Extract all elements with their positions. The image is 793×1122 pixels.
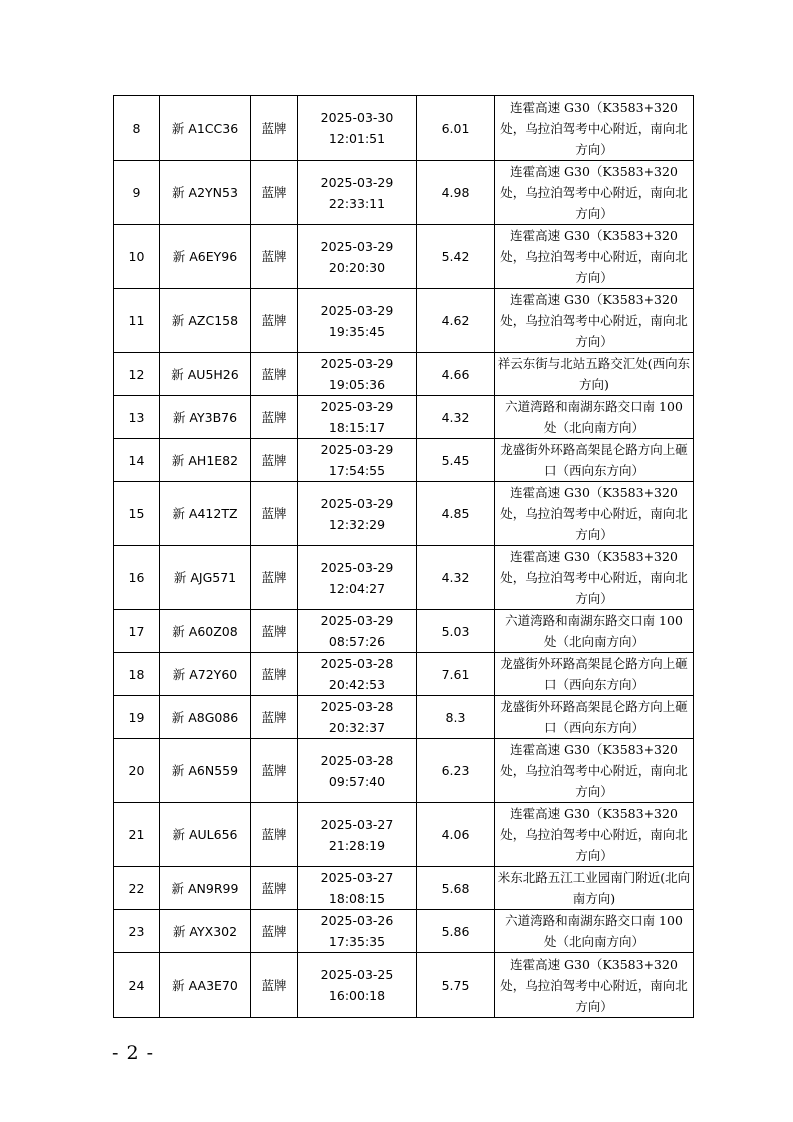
plate-color-cell: 蓝牌 [251,289,298,353]
plate-number-cell: 新 AZC158 [160,289,251,353]
date-text: 2025-03-29 [320,442,394,457]
time-text: 18:08:15 [328,891,386,906]
location-cell: 六道湾路和南湖东路交口南 100 处（北向南方向） [495,396,694,439]
datetime-cell [298,439,417,482]
speed-value-cell: 4.32 [417,546,495,610]
location-cell: 六道湾路和南湖东路交口南 100 处（北向南方向） [495,910,694,953]
plate-color-cell: 蓝牌 [251,867,298,910]
page-number: - 2 - [112,1042,155,1064]
table-row [114,867,694,910]
serial-number-cell: 16 [114,546,160,610]
table-row [114,96,694,161]
plate-color-cell: 蓝牌 [251,696,298,739]
time-text: 17:54:55 [328,463,386,478]
location-cell: 连霍高速 G30（K3583+320 处，乌拉泊驾考中心附近，南向北方向） [495,225,694,289]
speed-value-cell: 4.62 [417,289,495,353]
time-text: 19:35:45 [328,323,386,339]
serial-number-cell: 22 [114,867,160,910]
plate-number-cell: 新 A412TZ [160,482,251,546]
time-text: 09:57:40 [328,773,386,789]
serial-number-cell: 19 [114,696,160,739]
violation-record-table [113,95,694,1018]
time-text: 16:00:18 [328,988,386,1003]
speed-value-cell: 4.66 [417,353,495,396]
location-cell: 连霍高速 G30（K3583+320 处，乌拉泊驾考中心附近，南向北方向） [495,953,694,1018]
datetime-cell [298,546,417,610]
plate-color-cell: 蓝牌 [251,161,298,225]
datetime-cell [298,161,417,225]
table-row [114,482,694,546]
datetime-cell [298,482,417,546]
plate-number-cell: 新 AN9R99 [160,867,251,910]
date-text: 2025-03-29 [320,356,394,371]
date-text: 2025-03-25 [320,967,394,982]
location-cell: 连霍高速 G30（K3583+320 处，乌拉泊驾考中心附近，南向北方向） [495,161,694,225]
date-text: 2025-03-29 [320,613,394,628]
serial-number-cell: 18 [114,653,160,696]
plate-number-cell: 新 AU5H26 [160,353,251,396]
plate-color-cell: 蓝牌 [251,910,298,953]
serial-number-cell: 15 [114,482,160,546]
serial-number-cell: 20 [114,739,160,803]
serial-number-cell: 12 [114,353,160,396]
plate-number-cell: 新 AA3E70 [160,953,251,1018]
speed-value-cell: 5.68 [417,867,495,910]
serial-number-cell: 23 [114,910,160,953]
table-row [114,739,694,803]
location-cell: 龙盛街外环路高架昆仑路方向上砸口（西向东方向） [495,696,694,739]
plate-number-cell: 新 A2YN53 [160,161,251,225]
location-cell: 连霍高速 G30（K3583+320 处，乌拉泊驾考中心附近，南向北方向） [495,289,694,353]
date-text: 2025-03-28 [320,699,394,714]
time-text: 21:28:19 [328,837,386,853]
speed-value-cell: 5.03 [417,610,495,653]
date-text: 2025-03-27 [320,870,394,885]
plate-number-cell: 新 AH1E82 [160,439,251,482]
datetime-cell [298,353,417,396]
date-text: 2025-03-29 [320,495,394,511]
date-text: 2025-03-26 [320,913,394,928]
speed-value-cell: 4.98 [417,161,495,225]
plate-number-cell: 新 A6EY96 [160,225,251,289]
plate-color-cell: 蓝牌 [251,803,298,867]
plate-color-cell: 蓝牌 [251,653,298,696]
plate-number-cell: 新 A60Z08 [160,610,251,653]
plate-number-cell: 新 AUL656 [160,803,251,867]
location-cell: 祥云东街与北站五路交汇处(西向东方向) [495,353,694,396]
time-text: 12:32:29 [328,516,386,532]
plate-color-cell: 蓝牌 [251,610,298,653]
plate-number-cell: 新 A8G086 [160,696,251,739]
time-text: 19:05:36 [328,377,386,392]
serial-number-cell: 24 [114,953,160,1018]
plate-number-cell: 新 AY3B76 [160,396,251,439]
date-text: 2025-03-28 [320,752,394,768]
datetime-cell [298,910,417,953]
plate-color-cell: 蓝牌 [251,953,298,1018]
table-row [114,225,694,289]
table-row [114,610,694,653]
table-row [114,803,694,867]
speed-value-cell: 5.45 [417,439,495,482]
date-text: 2025-03-29 [320,238,394,254]
datetime-cell [298,96,417,161]
table-row [114,439,694,482]
date-text: 2025-03-27 [320,816,394,832]
date-text: 2025-03-29 [320,559,394,575]
datetime-cell [298,953,417,1018]
date-text: 2025-03-29 [320,174,394,190]
plate-color-cell: 蓝牌 [251,396,298,439]
location-cell: 连霍高速 G30（K3583+320 处，乌拉泊驾考中心附近，南向北方向） [495,546,694,610]
plate-number-cell: 新 AYX302 [160,910,251,953]
table-row [114,546,694,610]
serial-number-cell: 10 [114,225,160,289]
plate-number-cell: 新 AJG571 [160,546,251,610]
location-cell: 龙盛街外环路高架昆仑路方向上砸口（西向东方向） [495,653,694,696]
serial-number-cell: 8 [114,96,160,161]
serial-number-cell: 17 [114,610,160,653]
location-cell: 连霍高速 G30（K3583+320 处，乌拉泊驾考中心附近，南向北方向） [495,482,694,546]
table-row [114,910,694,953]
plate-color-cell: 蓝牌 [251,546,298,610]
table-row [114,353,694,396]
location-cell: 连霍高速 G30（K3583+320 处，乌拉泊驾考中心附近，南向北方向） [495,803,694,867]
time-text: 12:04:27 [328,580,386,596]
datetime-cell [298,739,417,803]
table-row [114,161,694,225]
date-text: 2025-03-28 [320,656,394,671]
plate-color-cell: 蓝牌 [251,225,298,289]
time-text: 08:57:26 [328,634,386,649]
location-cell: 米东北路五江工业园南门附近(北向南方向) [495,867,694,910]
serial-number-cell: 9 [114,161,160,225]
location-cell: 连霍高速 G30（K3583+320 处，乌拉泊驾考中心附近，南向北方向） [495,739,694,803]
datetime-cell [298,653,417,696]
plate-color-cell: 蓝牌 [251,353,298,396]
time-text: 20:32:37 [328,720,386,735]
record-table-body [114,96,694,1018]
speed-value-cell: 5.75 [417,953,495,1018]
table-row [114,696,694,739]
plate-color-cell: 蓝牌 [251,439,298,482]
plate-color-cell: 蓝牌 [251,96,298,161]
time-text: 20:42:53 [328,677,386,692]
datetime-cell [298,610,417,653]
datetime-cell [298,225,417,289]
datetime-cell [298,696,417,739]
time-text: 18:15:17 [328,420,386,435]
plate-number-cell: 新 A1CC36 [160,96,251,161]
plate-color-cell: 蓝牌 [251,739,298,803]
time-text: 17:35:35 [328,934,386,949]
datetime-cell [298,289,417,353]
serial-number-cell: 21 [114,803,160,867]
speed-value-cell: 7.61 [417,653,495,696]
time-text: 20:20:30 [328,259,386,275]
speed-value-cell: 5.42 [417,225,495,289]
table-row [114,653,694,696]
speed-value-cell: 5.86 [417,910,495,953]
speed-value-cell: 6.23 [417,739,495,803]
plate-number-cell: 新 A6N559 [160,739,251,803]
datetime-cell [298,867,417,910]
date-text: 2025-03-29 [320,302,394,318]
time-text: 12:01:51 [328,131,386,146]
speed-value-cell: 4.85 [417,482,495,546]
plate-number-cell: 新 A72Y60 [160,653,251,696]
table-row [114,953,694,1018]
datetime-cell [298,803,417,867]
location-cell: 六道湾路和南湖东路交口南 100 处（北向南方向） [495,610,694,653]
serial-number-cell: 13 [114,396,160,439]
serial-number-cell: 11 [114,289,160,353]
serial-number-cell: 14 [114,439,160,482]
speed-value-cell: 4.32 [417,396,495,439]
time-text: 22:33:11 [328,195,386,211]
speed-value-cell: 4.06 [417,803,495,867]
date-text: 2025-03-29 [320,399,394,414]
location-cell: 连霍高速 G30（K3583+320 处，乌拉泊驾考中心附近，南向北方向） [495,96,694,161]
table-row [114,396,694,439]
speed-value-cell: 6.01 [417,96,495,161]
table-row [114,289,694,353]
plate-color-cell: 蓝牌 [251,482,298,546]
speed-value-cell: 8.3 [417,696,495,739]
date-text: 2025-03-30 [320,110,394,125]
datetime-cell [298,396,417,439]
location-cell: 龙盛街外环路高架昆仑路方向上砸口（西向东方向） [495,439,694,482]
